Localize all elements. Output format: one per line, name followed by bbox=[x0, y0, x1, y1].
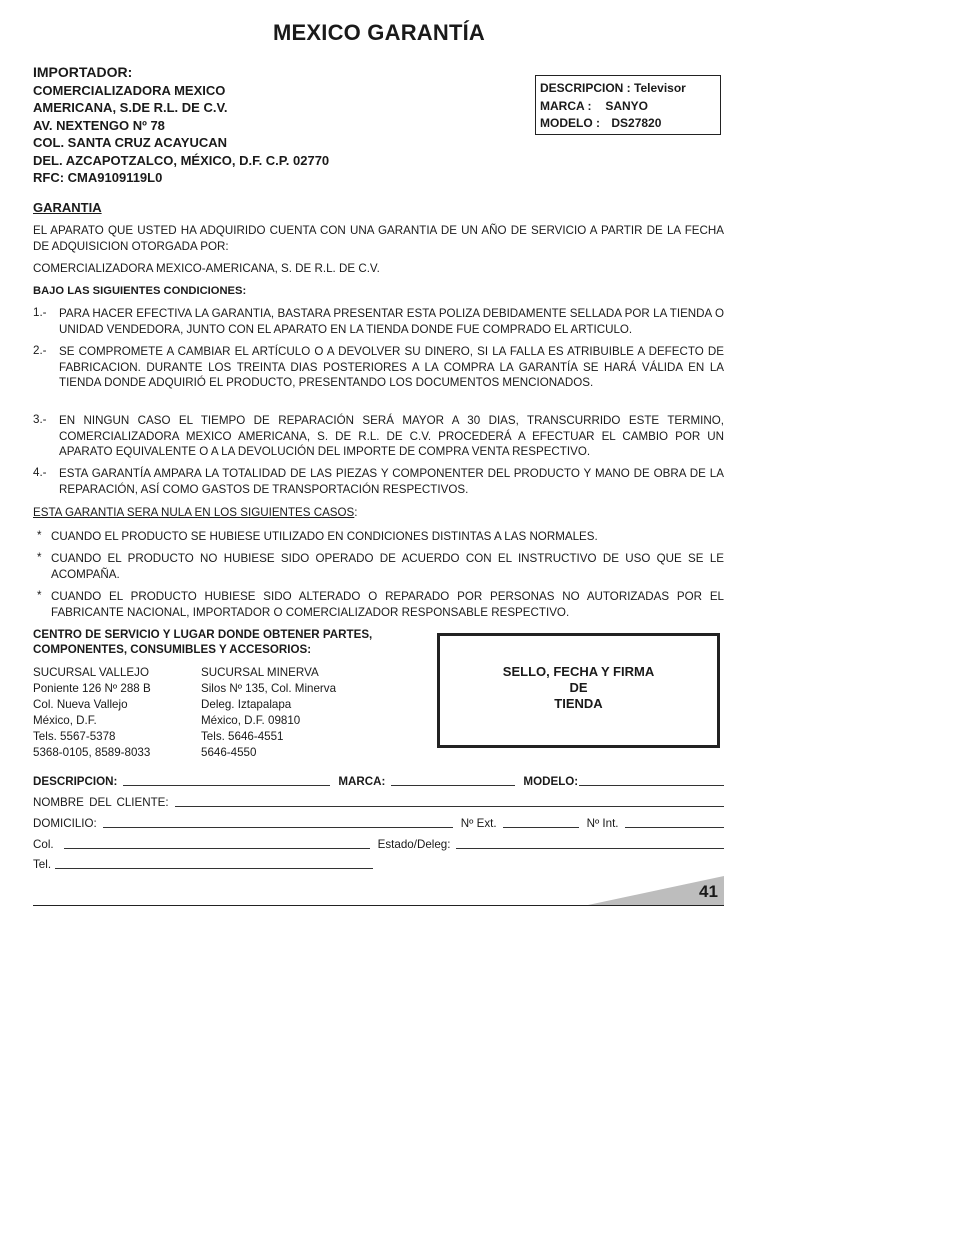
nombre-field-label: NOMBRE DEL CLIENTE: bbox=[33, 796, 169, 809]
nula-heading: ESTA GARANTIA SERA NULA EN LOS SIGUIENTES CASOS bbox=[33, 506, 355, 519]
condition-text: PARA HACER EFECTIVA LA GARANTIA, BASTARA PRESENTAR ESTA POLIZA DEBIDAMENTE SELLADA POR LA TIENDA O UNIDAD VENDEDORA, JUNTO CON EL APARATO EN LA TIENDA DONDE FUE COMPRADO EL ARTICULO. bbox=[59, 307, 724, 336]
no-ext-field[interactable] bbox=[503, 816, 579, 828]
condition-number: 2.- bbox=[33, 344, 47, 357]
marca-value: SANYO bbox=[605, 98, 649, 113]
asterisk-mark: * bbox=[37, 589, 42, 602]
branch-line: Col. Nueva Vallejo bbox=[33, 698, 128, 711]
branch-line: Silos Nº 135, Col. Minerva bbox=[201, 682, 337, 695]
tel-field-label: Tel. bbox=[33, 858, 52, 871]
nula-heading-row bbox=[33, 506, 358, 519]
garantia-company: COMERCIALIZADORA MEXICO-AMERICANA, S. DE R.L. DE C.V. bbox=[33, 262, 380, 275]
marca-field-label: MARCA: bbox=[338, 775, 386, 788]
no-int-field-label: Nº Int. bbox=[586, 817, 619, 830]
modelo-label: MODELO : bbox=[540, 116, 600, 130]
importador-line: AMERICANA, S.DE R.L. DE C.V. bbox=[33, 100, 228, 116]
condition-number: 4.- bbox=[33, 466, 47, 479]
service-heading bbox=[33, 627, 423, 658]
descripcion-value: Televisor bbox=[634, 81, 686, 95]
form-row-col bbox=[33, 837, 724, 851]
condition-text: SE COMPROMETE A CAMBIAR EL ARTÍCULO O A DEVOLVER SU DINERO, SI LA FALLA ES ATRIBUIBLE A DEFECTO DE FABRICACION. DURANTE LOS TREINTA DIAS POSTERIORES A LA COMPRA LA GARANTÍA SE HARÁ VÁLIDA EN LA TIENDA DONDE ADQUIRIÓ EL PRODUCTO, PRESENTANDO LOS DOCUMENTOS MENCIONADOS. bbox=[59, 345, 724, 390]
asterisk-mark: * bbox=[37, 551, 42, 564]
branch-line: SUCURSAL VALLEJO bbox=[33, 666, 149, 679]
branch-line: SUCURSAL MINERVA bbox=[201, 666, 319, 679]
form-row-product bbox=[33, 774, 724, 788]
no-int-field[interactable] bbox=[625, 816, 724, 828]
condition-text: ESTA GARANTÍA AMPARA LA TOTALIDAD DE LAS PIEZAS Y COMPONENTER DEL PRODUCTO Y MANO DE OBRA DE LA REPARACIÓN, ASÍ COMO GASTOS DE TRANSPORTACIÓN RESPECTIVOS. bbox=[59, 467, 724, 496]
importador-line: DEL. AZCAPOTZALCO, MÉXICO, D.F. C.P. 02770 bbox=[33, 152, 330, 168]
modelo-field-label: MODELO: bbox=[523, 775, 579, 788]
conditions-heading: BAJO LAS SIGUIENTES CONDICIONES: bbox=[33, 285, 247, 297]
descripcion-field[interactable] bbox=[123, 774, 330, 786]
branch-line: Deleg. Iztapalapa bbox=[201, 698, 292, 711]
col-field-label: Col. bbox=[33, 838, 54, 851]
branch-line: México, D.F. bbox=[33, 714, 97, 727]
bottom-rule bbox=[33, 905, 724, 906]
no-ext-field-label: Nº Ext. bbox=[460, 817, 497, 830]
modelo-field[interactable] bbox=[579, 774, 724, 786]
importador-heading: IMPORTADOR: bbox=[33, 64, 133, 80]
stamp-line: DE bbox=[569, 680, 588, 695]
importador-line: RFC: CMA9109119L0 bbox=[33, 170, 163, 186]
nombre-field[interactable] bbox=[175, 795, 724, 807]
form-row-tel bbox=[33, 857, 373, 871]
tel-field[interactable] bbox=[55, 857, 373, 869]
page-title: MEXICO GARANTÍA bbox=[273, 20, 485, 45]
importador-line: COL. SANTA CRUZ ACAYUCAN bbox=[33, 135, 228, 151]
asterisk-mark: * bbox=[37, 529, 42, 542]
form-row-domicilio bbox=[33, 816, 724, 830]
estado-field-label: Estado/Deleg: bbox=[377, 838, 451, 851]
condition-number: 3.- bbox=[33, 413, 47, 426]
branch-line: México, D.F. 09810 bbox=[201, 714, 301, 727]
estado-field[interactable] bbox=[456, 837, 724, 849]
nula-case-text: CUANDO EL PRODUCTO NO HUBIESE SIDO OPERADO DE ACUERDO CON EL INSTRUCTIVO DE USO QUE SE LE ACOMPAÑA. bbox=[51, 552, 724, 581]
marca-field[interactable] bbox=[391, 774, 515, 786]
condition-number: 1.- bbox=[33, 306, 47, 319]
marca-label: MARCA : bbox=[540, 98, 592, 113]
descripcion-label: DESCRIPCION : bbox=[540, 81, 631, 95]
stamp-line: SELLO, FECHA Y FIRMA bbox=[502, 664, 655, 679]
service-heading-line: COMPONENTES, CONSUMIBLES Y ACCESORIOS: bbox=[33, 643, 312, 657]
domicilio-field-label: DOMICILIO: bbox=[33, 817, 97, 830]
modelo-value: DS27820 bbox=[611, 116, 662, 130]
form-row-nombre bbox=[33, 795, 724, 809]
descripcion-field-label: DESCRIPCION: bbox=[33, 775, 118, 788]
stamp-line: TIENDA bbox=[554, 696, 603, 711]
branch-line: Tels. 5646-4551 bbox=[201, 730, 284, 743]
product-info-box bbox=[535, 75, 721, 135]
branch-line: Poniente 126 Nº 288 B bbox=[33, 682, 151, 695]
stamp-box bbox=[437, 633, 720, 748]
branch-line: 5368-0105, 8589-8033 bbox=[33, 746, 151, 759]
nula-colon: : bbox=[354, 506, 358, 519]
importador-line: AV. NEXTENGO Nº 78 bbox=[33, 117, 165, 133]
domicilio-field[interactable] bbox=[103, 816, 453, 828]
branch-vallejo bbox=[33, 665, 151, 761]
col-field[interactable] bbox=[64, 837, 370, 849]
page-number: 41 bbox=[699, 882, 718, 901]
condition-text: EN NINGUN CASO EL TIEMPO DE REPARACIÓN SERÁ MAYOR A 30 DIAS, TRANSCURRIDO ESTE TERMINO, COMERCIALIZADORA MEXICO AMERICANA, S. DE R.L. DE C.V. PROCEDERÁ A EFECTUAR EL CAMBIO POR UN APARATO EQUIVALENTE O A LA DEVOLUCIÓN DEL IMPORTE DE COMPRA VENTA RESPECTIVO. bbox=[59, 414, 724, 459]
branch-line: Tels. 5567-5378 bbox=[33, 730, 116, 743]
branch-line: 5646-4550 bbox=[201, 746, 257, 759]
importador-address bbox=[33, 82, 329, 186]
garantia-heading: GARANTIA bbox=[33, 200, 102, 215]
garantia-intro: EL APARATO QUE USTED HA ADQUIRIDO CUENTA CON UNA GARANTIA DE UN AÑO DE SERVICIO A PARTIR DE LA FECHA DE ADQUISICION OTORGADA POR: bbox=[33, 224, 724, 253]
nula-case-text: CUANDO EL PRODUCTO HUBIESE SIDO ALTERADO O REPARADO POR PERSONAS NO AUTORIZADAS POR EL FABRICANTE NACIONAL, IMPORTADOR O COMERCIALIZADOR RESPONSABLE RESPECTIVO. bbox=[51, 590, 724, 619]
nula-case-text: CUANDO EL PRODUCTO SE HUBIESE UTILIZADO EN CONDICIONES DISTINTAS A LAS NORMALES. bbox=[51, 530, 598, 543]
branch-minerva bbox=[201, 665, 336, 761]
importador-line: COMERCIALIZADORA MEXICO bbox=[33, 83, 226, 98]
service-heading-line: CENTRO DE SERVICIO Y LUGAR DONDE OBTENER PARTES, bbox=[33, 628, 373, 641]
